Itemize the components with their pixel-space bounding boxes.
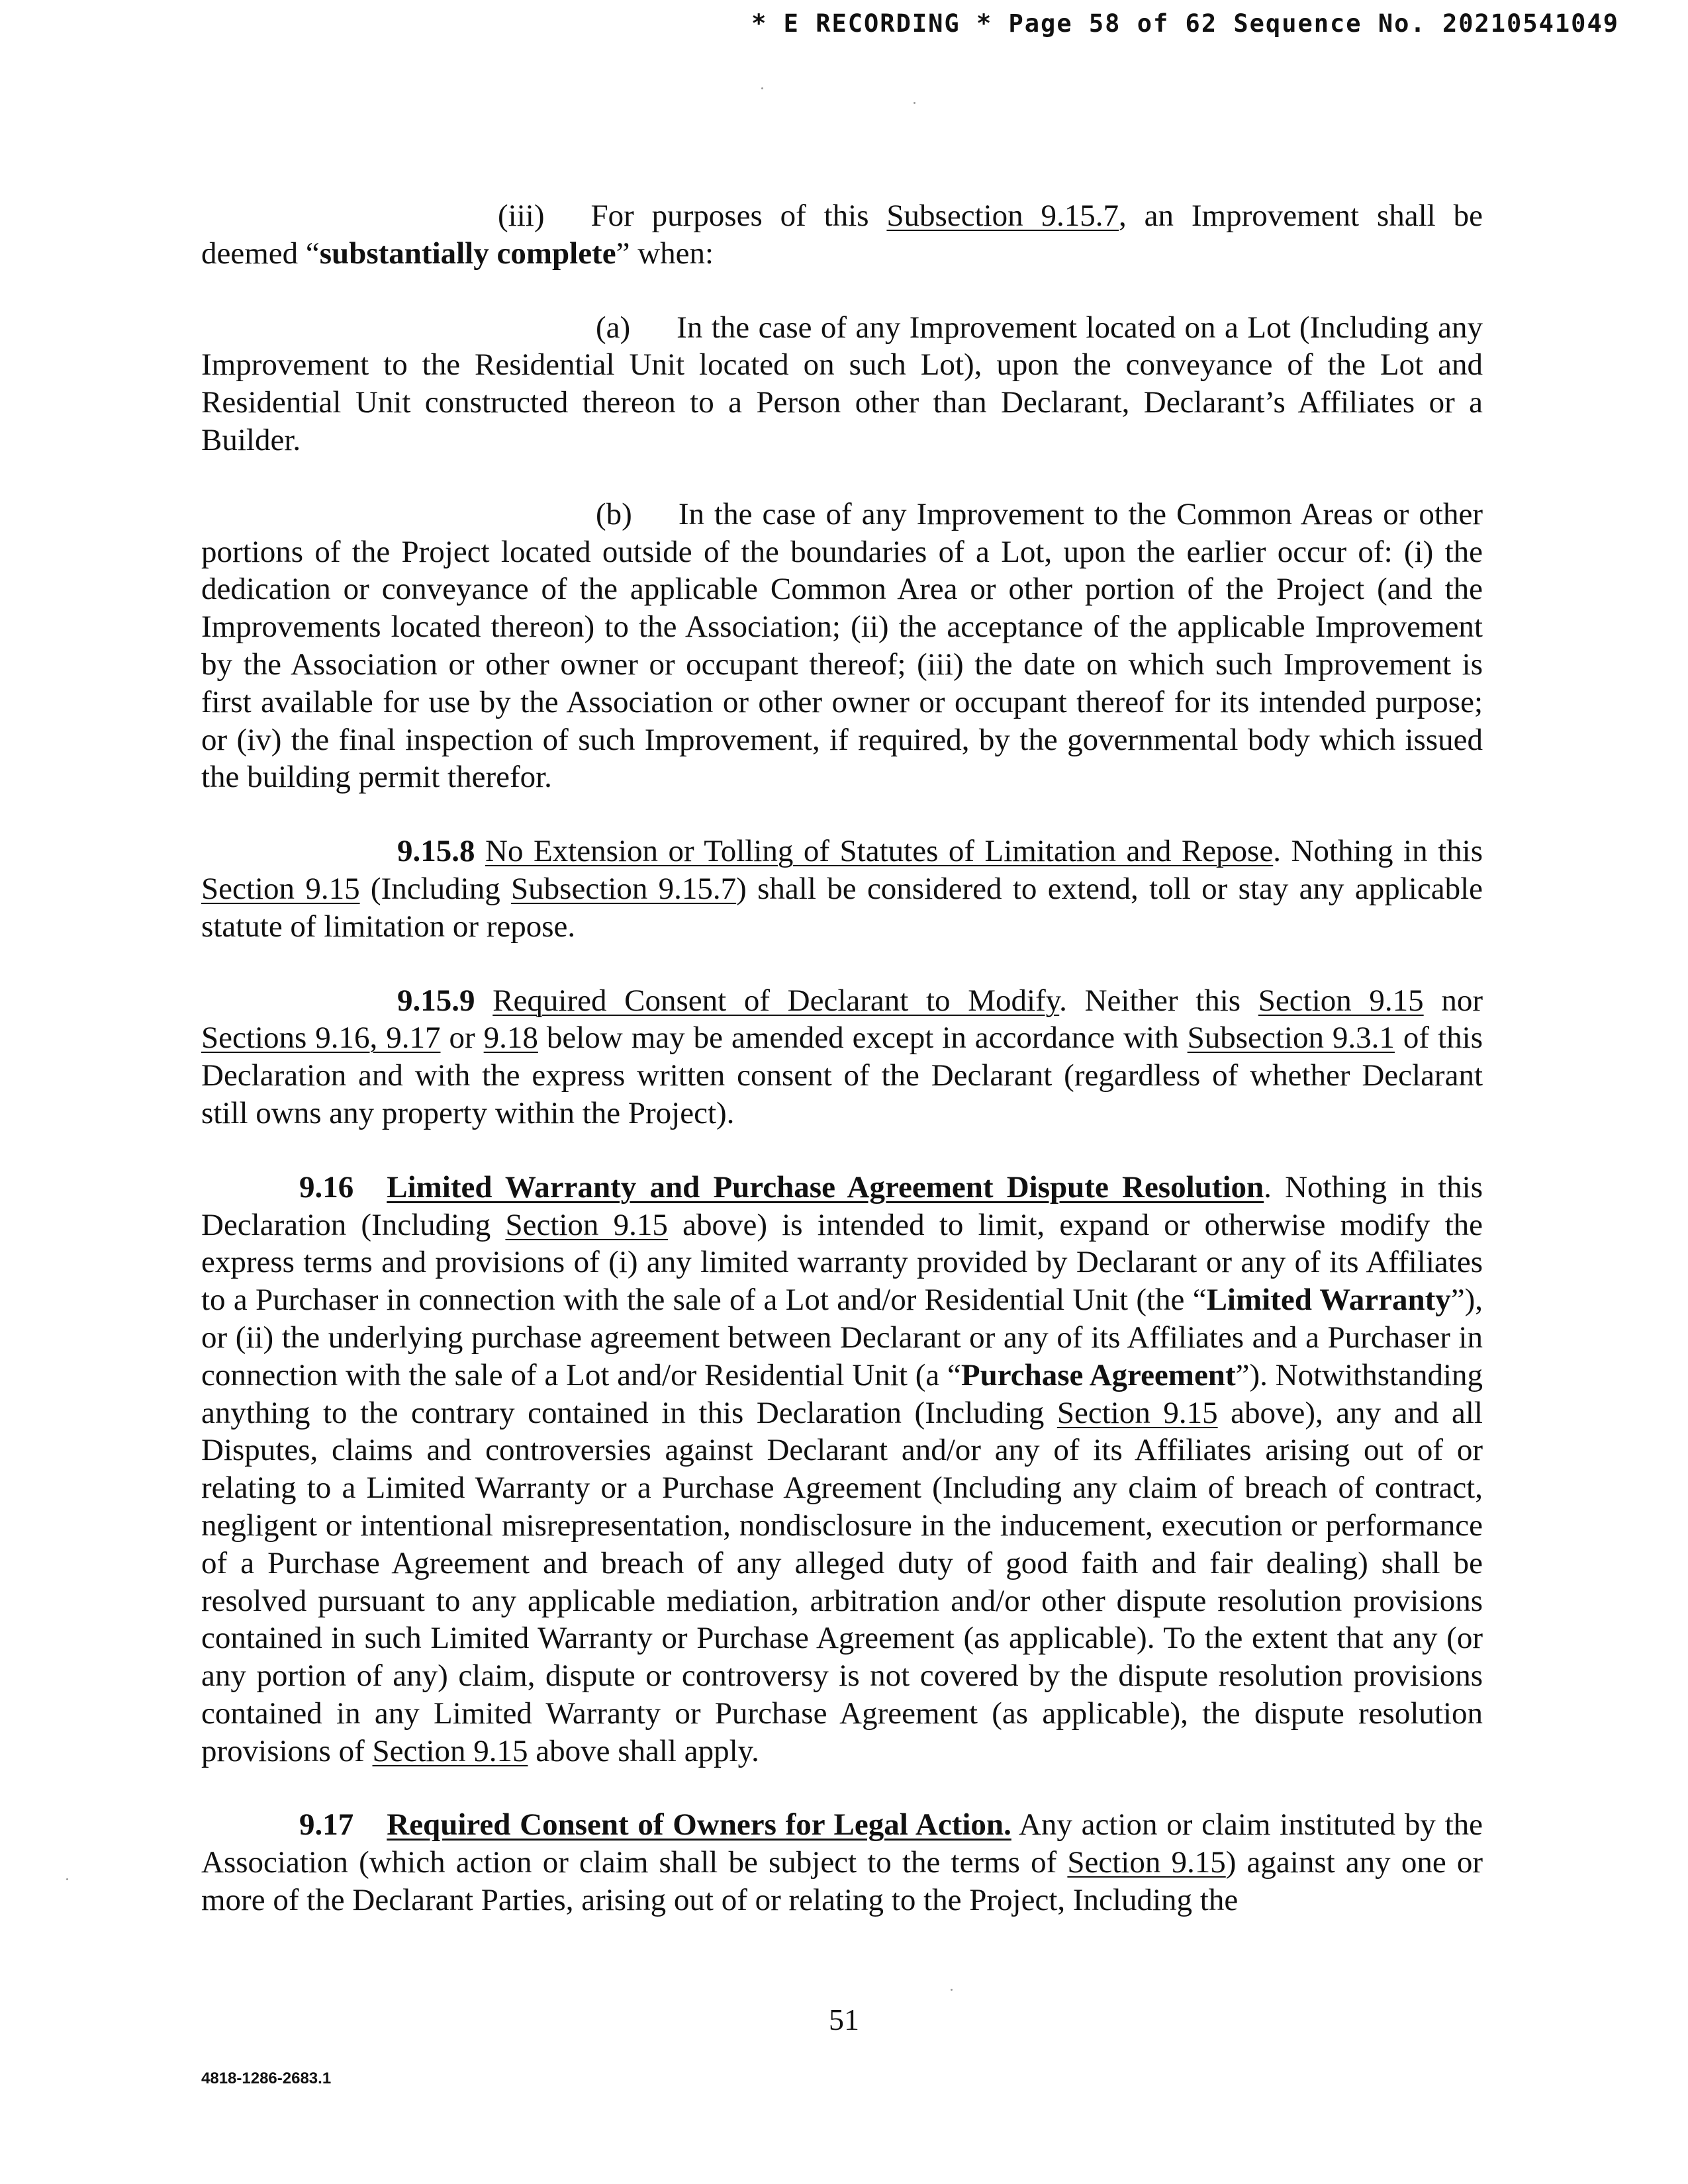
section-number: 9.17 xyxy=(299,1807,354,1843)
section-reference: Section 9.15 xyxy=(1067,1845,1226,1880)
paragraph-9-15-9: 9.15.9 Required Consent of Declarant to Modify. Neither this Section 9.15 nor Sections 9.16, 9.17 or 9.18 below may be amended except in accordance with Subsection 9.3.1 of this Declaration and with the express written consent of the Declarant (regardless of whether Declarant still owns any property within the Project). xyxy=(201,983,1483,1130)
paragraph-9-16: 9.16 Limited Warranty and Purchase Agreement Dispute Resolution. Nothing in this Declaration (Including Section 9.15 above) is intended to limit, expand or otherwise modify the express terms and provisions of (i) any limited warranty provided by Declarant or any of its Affiliates to a Purchaser in connection with the sale of a Lot and/or Residential Unit (the “Limited Warranty”), or (ii) the underlying purchase agreement between Declarant or any of its Affiliates and a Purchaser in connection with the sale of a Lot and/or Residential Unit (a “Purchase Agreement”). Notwithstanding anything to the contrary contained in this Declaration (Including Section 9.15 above), any and all Disputes, claims and controversies against Declarant and/or any of its Affiliates arising out of or relating to a Limited Warranty or a Purchase Agreement (Including any claim of breach of contract, negligent or intentional misrepresentation, nondisclosure in the inducement, execution or performance of a Purchase Agreement and breach of any alleged duty of good faith and fair dealing) shall be resolved pursuant to any applicable mediation, arbitration and/or other dispute resolution provisions contained in such Limited Warranty or Purchase Agreement (as applicable). To the extent that any (or any portion of any) claim, dispute or controversy is not covered by the dispute resolution provisions contained in any Limited Warranty or Purchase Agreement (as applicable), the dispute resolution provisions of Section 9.15 above shall apply. xyxy=(201,1169,1483,1768)
paragraph-9-15-8: 9.15.8 No Extension or Tolling of Statutes of Limitation and Repose. Nothing in this Section 9.15 (Including Subsection 9.15.7) shall be considered to extend, toll or stay any applicable statute of limitation or repose. xyxy=(201,834,1483,944)
paragraph-9-17: 9.17 Required Consent of Owners for Legal Action. Any action or claim instituted by the Association (which action or claim shall be subject to the terms of Section 9.15) against any one or more of the Declarant Parties, arising out of or relating to the Project, Including the xyxy=(201,1807,1483,1918)
paragraph-b xyxy=(201,496,1483,796)
section-reference: Subsection 9.15.7 xyxy=(886,199,1119,233)
section-number: 9.16 xyxy=(299,1169,354,1205)
document-id: 4818-1286-2683.1 xyxy=(201,2070,332,2087)
paragraph-iii: (iii) For purposes of this Subsection 9.15.7, an Improvement shall be deemed “substantially complete” when: xyxy=(201,199,1483,271)
section-reference: Subsection 9.15.7 xyxy=(511,871,737,906)
section-reference: Section 9.15 xyxy=(1258,983,1424,1018)
paragraph-number: (iii) xyxy=(498,199,545,233)
section-reference: Sections 9.16, 9.17 xyxy=(201,1021,441,1056)
scan-speck xyxy=(66,1878,68,1880)
section-heading: Required Consent of Owners for Legal Action. xyxy=(387,1807,1011,1843)
section-number: 9.15.8 xyxy=(397,834,475,869)
defined-term: substantially complete xyxy=(319,236,616,271)
section-number: 9.15.9 xyxy=(397,983,475,1018)
section-reference: Section 9.15 xyxy=(201,871,360,906)
paragraph-text: In the case of any Improvement to the Common Areas or other portions of the Project located outside of the boundaries of a Lot, upon the earlier occur of: (i) the dedication or conveyance of the applicable Common Area or other portion of the Project (and the Improvements located thereon) to the Association; (ii) the acceptance of the applicable Improvement by the Association or other owner or occupant thereof; (iii) the date on which such Improvement is first available for use by the Association or other owner or occupant thereof for its intended purpose; or (iv) the final inspection of such Improvement, if required, by the governmental body which issued the building permit therefor. xyxy=(201,496,1483,795)
scan-speck xyxy=(951,1989,953,1991)
document-body xyxy=(201,197,1483,1956)
section-heading: Required Consent of Declarant to Modify xyxy=(492,983,1060,1018)
page-number: 51 xyxy=(829,2003,859,2036)
section-heading: Limited Warranty and Purchase Agreement Dispute Resolution xyxy=(387,1169,1264,1205)
section-reference: 9.18 xyxy=(483,1021,538,1056)
paragraph-number: (a) xyxy=(596,310,631,345)
paragraph-text: In the case of any Improvement located on a Lot (Including any Improvement to the Residential Unit located on such Lot), upon the conveyance of the Lot and Residential Unit constructed thereon to a Person other than Declarant, Declarant’s Affiliates or a Builder. xyxy=(201,310,1483,457)
scan-speck xyxy=(761,87,763,89)
section-reference: Section 9.15 xyxy=(1056,1395,1218,1430)
section-reference: Section 9.15 xyxy=(505,1207,668,1242)
defined-term: Purchase Agreement xyxy=(961,1357,1236,1392)
recording-stamp: * E RECORDING * Page 58 of 62 Sequence No. 20210541049 xyxy=(751,9,1619,38)
paragraph-number: (b) xyxy=(596,496,632,531)
section-reference: Subsection 9.3.1 xyxy=(1187,1021,1395,1056)
paragraph-a xyxy=(201,309,1483,459)
scan-speck xyxy=(914,102,915,104)
section-reference: Section 9.15 xyxy=(372,1733,528,1768)
section-heading: No Extension or Tolling of Statutes of Limitation and Repose xyxy=(485,834,1274,869)
defined-term: Limited Warranty xyxy=(1206,1283,1451,1318)
